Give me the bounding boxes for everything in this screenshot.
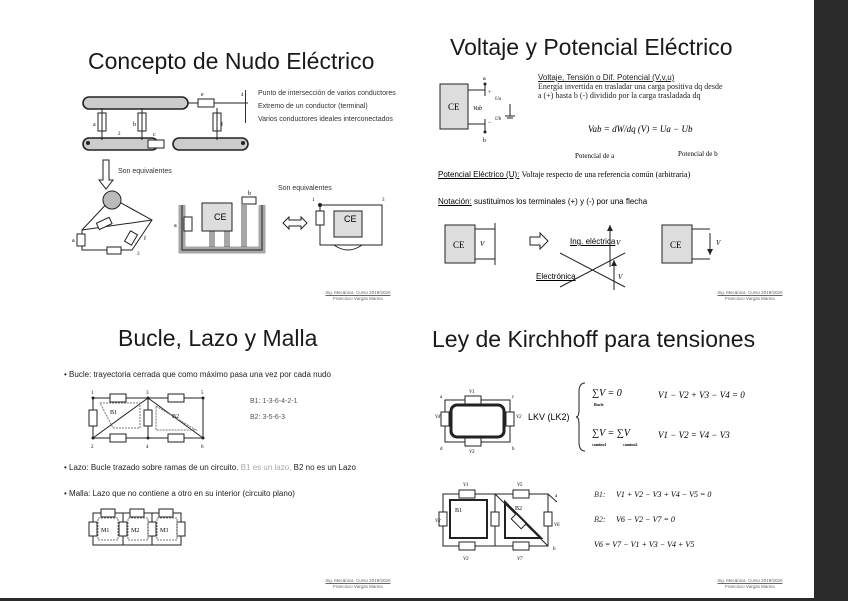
svg-text:a: a <box>483 76 486 82</box>
notation-diagram <box>440 215 770 295</box>
svg-text:a: a <box>174 223 177 229</box>
potential-a-label: Potencial de a <box>575 152 615 160</box>
lazo-gray-text: B1 es un lazo, <box>240 463 292 472</box>
potential-heading: Potencial Eléctrico (U): <box>438 170 520 179</box>
nudo-circuit-bottom-left <box>72 190 167 260</box>
kirchhoff-loop-2 <box>435 482 565 562</box>
svg-text:a: a <box>440 395 443 400</box>
svg-text:V: V <box>618 273 623 281</box>
svg-text:V2: V2 <box>435 519 441 524</box>
svg-text:V: V <box>716 239 721 247</box>
equivalence-label: Son equivalentes <box>278 185 332 192</box>
lkv-label: LKV (LK2) <box>528 412 570 422</box>
footer-course: Ing. Mecánica. Curso 2019/2020 <box>325 578 391 583</box>
slide-bucle <box>0 300 410 598</box>
potential-text: Voltaje respecto de una referencia común (arbitraria) <box>521 170 691 179</box>
svg-text:Ua: Ua <box>495 97 502 102</box>
svg-text:V3: V3 <box>463 557 469 562</box>
svg-text:b: b <box>133 122 136 128</box>
sum-formula-2: ∑V = ∑V <box>592 428 631 439</box>
nudo-circuit-bottom-mid <box>172 191 272 257</box>
svg-text:c: c <box>512 395 515 400</box>
node-label: 1 <box>91 391 94 396</box>
svg-text:−: − <box>488 120 492 126</box>
svg-text:b: b <box>248 191 251 197</box>
svg-text:a: a <box>555 494 558 499</box>
node-label: 6 <box>201 445 204 450</box>
bucle-circuit <box>88 388 218 450</box>
mesh-label: M1 <box>101 528 110 534</box>
voltage-formula: Vab = dW/dq (V) = Ua − Ub <box>588 124 693 134</box>
node-label: 4 <box>146 445 149 450</box>
sum-camino2-label: camino2 <box>623 442 638 447</box>
mesh-label: M3 <box>160 528 169 534</box>
svg-text:b: b <box>483 138 486 144</box>
notation-text: sustituimos los terminales (+) y (-) por una flecha <box>474 197 648 206</box>
footer-author: Francisco Vargas Marino <box>725 296 775 301</box>
b2-equation: V6 − V2 − V7 = 0 <box>616 515 675 524</box>
vtd-text: a (+) hasta b (-) dividido por la carga trasladada dq <box>538 91 701 100</box>
malla-definition: • Malla: Lazo que no contiene a otro en su interior (circuito plano) <box>64 489 295 498</box>
nudo-circuit-bottom-right <box>312 195 390 257</box>
bucle-b1: B1: 1-3-6-4-2-1 <box>250 398 298 405</box>
slide-title: Bucle, Lazo y Malla <box>118 325 318 351</box>
svg-text:b: b <box>553 547 556 552</box>
svg-text:2: 2 <box>118 132 121 137</box>
electronica-label: Electrónica <box>536 272 576 281</box>
footer-course: Ing. Mecánica. Curso 2019/2020 <box>717 290 783 295</box>
ce-label: CE <box>344 214 357 224</box>
kirchhoff-loop-1 <box>435 390 525 455</box>
slide-title: Concepto de Nudo Eléctrico <box>88 48 375 74</box>
slide-kirchhoff <box>410 300 814 598</box>
svg-text:V1: V1 <box>463 483 469 488</box>
svg-text:V4: V4 <box>435 415 441 420</box>
node-label: 2 <box>91 445 94 450</box>
note-item: Extremo de un conductor (terminal) <box>258 103 368 110</box>
node-label: 3 <box>146 391 149 396</box>
nudo-notes <box>245 90 398 123</box>
footer-author: Francisco Vargas Marino <box>333 296 383 301</box>
ce-source-diagram <box>435 74 520 144</box>
svg-text:f: f <box>221 122 223 128</box>
slide-title: Voltaje y Potencial Eléctrico <box>450 34 733 60</box>
svg-text:d: d <box>440 447 443 452</box>
bucle-definition: • Bucle: trayectoria cerrada que como máximo pasa una vez por cada nudo <box>64 370 331 379</box>
svg-text:Vab: Vab <box>473 106 482 112</box>
svg-text:B1: B1 <box>455 508 463 514</box>
slide-footer <box>710 578 790 590</box>
double-arrow-icon <box>282 216 308 230</box>
svg-text:a: a <box>72 238 75 244</box>
svg-text:a: a <box>93 122 96 128</box>
svg-text:V7: V7 <box>517 557 523 562</box>
bucle-text: Bucle: trayectoria cerrada que como máximo pasa una vez por cada nudo <box>69 370 331 379</box>
vtd-block <box>538 73 808 100</box>
b1-equation: V1 + V2 − V3 + V4 − V5 = 0 <box>616 490 712 499</box>
slide-nudo <box>0 0 410 300</box>
svg-text:CE: CE <box>448 102 460 112</box>
kirchhoff-eq2: V1 − V2 = V4 − V3 <box>658 430 730 440</box>
b2-equation-label: B2: <box>594 515 606 524</box>
svg-text:3: 3 <box>382 198 385 203</box>
slide-voltaje <box>410 0 814 300</box>
bucle-b2: B2: 3-5-6-3 <box>250 414 286 421</box>
svg-text:b: b <box>512 447 515 452</box>
lazo-end-text: B2 no es un Lazo <box>293 463 356 472</box>
ce-label: CE <box>214 212 227 222</box>
svg-text:c: c <box>153 132 156 138</box>
malla-text: Malla: Lazo que no contiene a otro en su interior (circuito plano) <box>69 489 295 498</box>
svg-text:V: V <box>616 239 621 247</box>
slide-title: Ley de Kirchhoff para tensiones <box>432 326 756 352</box>
b1-equation-label: B1: <box>594 490 606 499</box>
potential-def <box>438 170 690 179</box>
svg-text:B2: B2 <box>515 506 523 512</box>
note-item: Varios conductores ideales interconectados <box>258 116 393 123</box>
sum-camino1-label: camino1 <box>592 442 607 447</box>
mesh-label: M2 <box>131 528 140 534</box>
left-brace-icon <box>576 382 586 452</box>
node-label: 5 <box>201 391 204 396</box>
sum-formula-1: ∑V = 0 <box>592 388 622 399</box>
slide-footer <box>318 578 398 590</box>
svg-text:V3: V3 <box>469 450 475 455</box>
vtd-text: Energía invertida en trasladar una carga positiva dq desde <box>538 82 723 91</box>
svg-text:f: f <box>144 236 146 242</box>
svg-text:4: 4 <box>241 93 244 98</box>
svg-text:Ub: Ub <box>495 117 502 122</box>
vtd-heading: Voltaje, Tensión o Dif. Potencial (V,v,u) <box>538 73 675 82</box>
sum-bucle-label: Bucle <box>594 402 604 407</box>
svg-text:V6: V6 <box>554 523 560 528</box>
footer-course: Ing. Mecánica. Curso 2019/2020 <box>325 290 391 295</box>
svg-text:+: + <box>488 90 492 96</box>
lazo-text: Lazo: Bucle trazado sobre ramas de un circuito. <box>69 463 239 472</box>
svg-text:1: 1 <box>312 198 315 203</box>
svg-text:V2: V2 <box>516 415 522 420</box>
lazo-definition: • Lazo: Bucle trazado sobre ramas de un circuito. B1 es un lazo, B2 no es un Lazo <box>64 463 356 472</box>
note-item: Punto de intersección de varios conductores <box>258 90 396 97</box>
v6-equation: V6 = V7 − V1 + V3 − V4 + V5 <box>594 540 695 549</box>
svg-text:V5: V5 <box>517 483 523 488</box>
svg-text:e: e <box>201 92 204 98</box>
ing-electrica-label: Ing. eléctrica <box>570 237 616 246</box>
footer-author: Francisco Vargas Marino <box>333 584 383 589</box>
notation-def <box>438 197 647 206</box>
malla-circuit <box>88 508 188 550</box>
down-arrow-icon <box>98 160 114 190</box>
svg-text:3: 3 <box>137 252 140 257</box>
svg-text:V: V <box>480 240 485 248</box>
footer-author: Francisco Vargas Marino <box>725 584 775 589</box>
svg-text:CE: CE <box>670 240 682 250</box>
equivalence-label: Son equivalentes <box>118 168 172 175</box>
kirchhoff-eq1: V1 − V2 + V3 − V4 = 0 <box>658 390 745 400</box>
svg-text:B2: B2 <box>172 414 180 420</box>
footer-course: Ing. Mecánica. Curso 2019/2020 <box>717 578 783 583</box>
svg-text:V1: V1 <box>469 390 475 395</box>
svg-text:B1: B1 <box>110 410 118 416</box>
notation-heading: Notación: <box>438 197 472 206</box>
svg-text:CE: CE <box>453 240 465 250</box>
potential-b-label: Potencial de b <box>678 150 718 158</box>
